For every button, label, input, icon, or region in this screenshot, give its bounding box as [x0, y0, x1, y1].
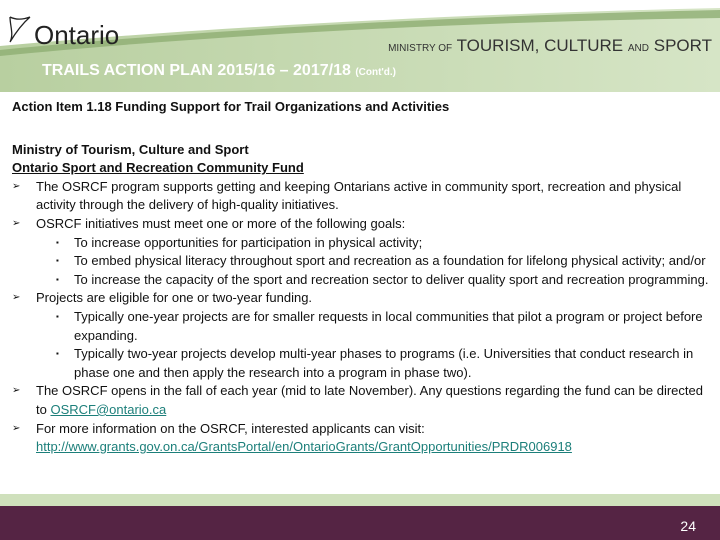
logo-text: Ontario — [34, 20, 120, 50]
trillium-icon — [6, 14, 32, 44]
sub-bullet: ▪ To increase opportunities for participation in physical activity; — [12, 234, 712, 253]
grant-url-link[interactable]: http://www.grants.gov.on.ca/GrantsPortal/en/OntarioGrants/GrantOpportunities/PRDR006918 — [36, 439, 572, 455]
bullet: ➢ For more information on the OSRCF, interested applicants can visit: http://www.grants.gov.on.ca/GrantsPortal/en/OntarioGrants/GrantOpportunities/PRDR006918 — [12, 420, 712, 457]
sub-bullet: ▪ Typically one-year projects are for smaller requests in local communities that pilot a program or project before expanding. — [12, 308, 712, 345]
sub-bullet: ▪ To embed physical literacy throughout sport and recreation as a foundation for lifelong physical activity; and/or — [12, 252, 712, 271]
footer — [0, 506, 720, 540]
email-link[interactable]: OSRCF@ontario.ca — [50, 401, 167, 417]
ministry-heading: Ministry of Tourism, Culture and Sport — [12, 141, 249, 157]
bullet: ➢ The OSRCF opens in the fall of each year (mid to late November). Any questions regarding the fund can be directed to OSRCF@ontario.ca — [12, 382, 712, 419]
bullet: ➢ OSRCF initiatives must meet one or more of the following goals: — [12, 215, 712, 234]
sub-bullet: ▪ To increase the capacity of the sport and recreation sector to deliver quality sport and recreation programming. — [12, 271, 712, 290]
bullet: ➢ The OSRCF program supports getting and keeping Ontarians active in community sport, recreation and physical activity through the delivery of high-quality initiatives. — [12, 178, 712, 215]
fund-heading: Ontario Sport and Recreation Community Fund — [12, 160, 304, 176]
page-number: 24 — [680, 518, 696, 534]
ontario-logo[interactable] — [6, 6, 119, 51]
bullet: ➢ Projects are eligible for one or two-year funding. — [12, 289, 712, 308]
header-banner — [0, 0, 720, 92]
page-title: TRAILS ACTION PLAN 2015/16 – 2017/18 (Cont'd.) — [42, 62, 397, 79]
sub-bullet: ▪ Typically two-year projects develop multi-year phases to programs (i.e. Universities that conduct research in phase one and then apply the research into a program in phase two). — [12, 345, 712, 382]
ministry-name: MINISTRY OF TOURISM, CULTURE AND SPORT — [388, 36, 712, 55]
footer-band — [0, 494, 720, 506]
action-item-heading: Action Item 1.18 Funding Support for Trail Organizations and Activities — [12, 99, 450, 114]
slide-content — [12, 98, 712, 457]
